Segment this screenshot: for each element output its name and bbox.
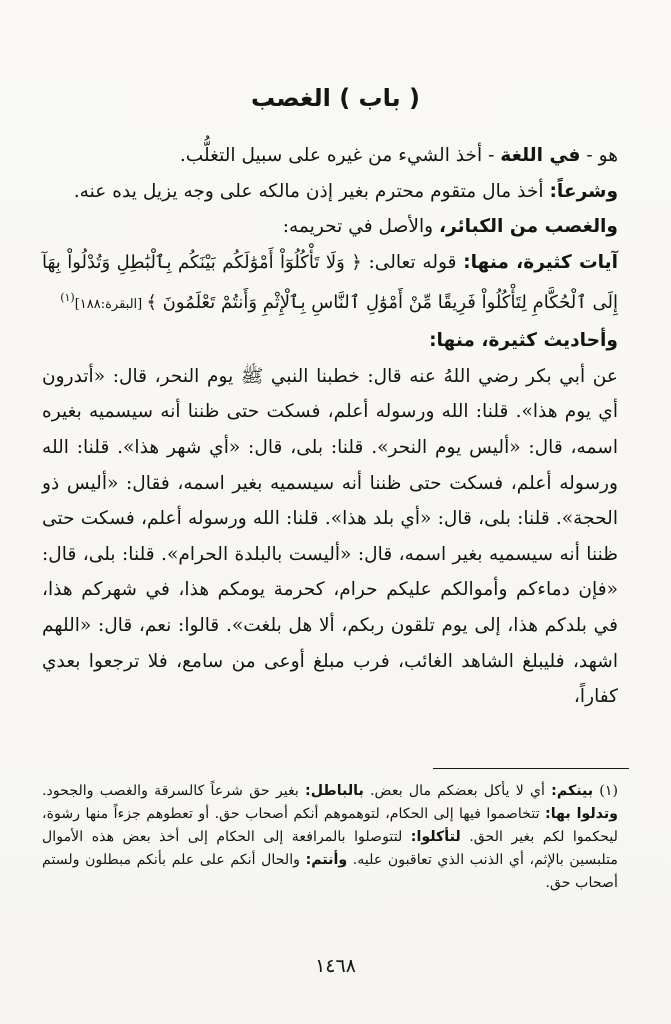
- chapter-title: ( باب ) الغصب: [251, 84, 420, 112]
- legal-definition: وشرعاً: أخذ مال متقوم محترم بغير إذن مالكه على وجه يزيل يده عنه.: [73, 180, 618, 202]
- page-number: ١٤٦٨: [315, 955, 356, 977]
- footnote-marker: (١): [60, 291, 75, 305]
- main-text: [42, 138, 618, 715]
- verse-reference: [البقرة:١٨٨]: [74, 297, 147, 313]
- linguistic-definition: هو - في اللغة - أخذ الشيء من غيره على سبيل التغلُّب.: [179, 145, 618, 166]
- quran-verse: ﴿ وَلَا تَأْكُلُوٓاْ أَمْوَٰلَكُم بَيْنَكُم بِٱلْبَٰطِلِ وَتُدْلُواْ بِهَآ إِلَى ٱلْحُكَّامِ لِتَأْكُلُواْ فَرِيقًا مِّنْ أَمْوَٰلِ ٱلنَّاسِ بِٱلْإِثْمِ وَأَنتُمْ تَعْلَمُونَ ﴾: [42, 251, 618, 314]
- term-sharia: وشرعاً:: [549, 180, 618, 202]
- footnote-separator: [433, 768, 629, 769]
- hadiths-heading: وأحاديث كثيرة، منها:: [429, 330, 618, 352]
- verses-label: آيات كثيرة، منها:: [463, 251, 618, 273]
- verse-paragraph: آيات كثيرة، منها: قوله تعالى: ﴿ وَلَا تَأْكُلُوٓاْ أَمْوَٰلَكُم بَيْنَكُم بِٱلْبَٰطِلِ وَتُدْلُواْ بِهَآ إِلَى ٱلْحُكَّامِ لِتَأْكُلُواْ فَرِيقًا مِّنْ أَمْوَٰلِ ٱلنَّاسِ بِٱلْإِثْمِ وَأَنتُمْ تَعْلَمُونَ ﴾ [البقرة:١٨٨]$^{(١)}$: [42, 251, 618, 314]
- hadith-text: عن أبي بكر رضي اللهُ عنه قال: خطبنا النبي ﷺ يوم النحر، قال: «أتدرون أي يوم هذا». قلنا: الله ورسوله أعلم، فسكت حتى ظننا أنه سيسميه بغيره اسمه، قال: «أليس يوم النحر». قلنا: بلى، قال: «أي شهر هذا». قلنا: الله ورسوله أعلم، فسكت حتى ظننا أنه سيسميه بغير اسمه، فقال: «أليس ذو الحجة». قلنا: بلى، قال: «أي بلد هذا». قلنا: الله ورسوله أعلم، فسكت حتى ظننا أنه سيسميه بغير اسمه، قال: «أليست بالبلدة الحرام». قلنا: بلى، قال: «فإن دماءكم وأموالكم عليكم حرام، كحرمة يومكم هذا، في شهركم هذا، في بلدكم هذا، إلى يوم تلقون ربكم، ألا هل بلغت». قالوا: نعم، قال: «اللهم اشهد، فليبلغ الشاهد الغائب، فرب مبلغ أوعى من سامع، فلا ترجعوا بعدي كفاراً،: [42, 365, 618, 708]
- footnote-number: (١): [599, 783, 619, 799]
- ruling-statement: والغصب من الكبائر، والأصل في تحريمه:: [282, 216, 618, 238]
- footnote: (١) بينكم: أي لا يأكل بعضكم مال بعض. بالباطل: بغير حق شرعاً كالسرقة والغصب والجحود. وتدلوا بها: تتخاصموا فيها إلى الحكام، لتوهموهم أنكم أصحاب حق. أو تعطوهم جزءاً منها رشوة، ليحكموا لكم بغير الحق. لتأكلوا: لتتوصلوا بالمرافعة إلى الحكام إلى أخذ بعض هذه الأموال متلبسين بالإثم، أي الذنب الذي تعاقبون عليه. وأنتم: والحال أنكم على علم بأنكم مبطلون ولستم أصحاب حق.: [42, 783, 619, 891]
- term-language: في اللغة: [500, 145, 581, 166]
